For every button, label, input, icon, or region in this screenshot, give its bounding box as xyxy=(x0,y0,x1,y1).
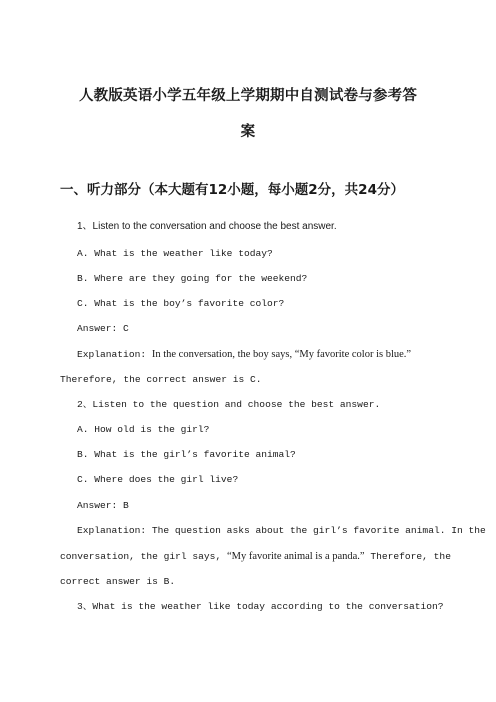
document-title-line-1: 人教版英语小学五年级上学期期中自测试卷与参考答 xyxy=(78,88,418,104)
question-1-explanation-line-2: Therefore, the correct answer is C. xyxy=(60,374,262,385)
question-2-option-c: C. Where does the girl live? xyxy=(77,474,239,485)
question-2-explanation-line-1: Explanation: The question asks about the girl’s favorite animal. In the xyxy=(77,525,486,536)
section-heading-listening: 一、听力部分（本大题有12小题，每小题2分，共24分） xyxy=(60,182,404,198)
question-1-option-a: A. What is the weather like today? xyxy=(77,248,273,259)
question-1-option-c: C. What is the boy’s favorite color? xyxy=(77,298,285,309)
explanation-quote: “My favorite animal is a panda.” xyxy=(226,551,365,562)
explanation-text: In the conversation, the boy says, “My favorite color is blue.” xyxy=(151,349,412,360)
question-2-prompt: 2、Listen to the question and choose the best answer. xyxy=(77,399,381,410)
question-2-option-a: A. How old is the girl? xyxy=(77,424,210,435)
question-1-explanation-line-1 xyxy=(77,349,411,361)
question-2-explanation-line-2 xyxy=(60,551,451,563)
question-1-answer: Answer: C xyxy=(77,323,129,334)
question-1-option-b: B. Where are they going for the weekend? xyxy=(77,273,308,284)
document-title-line-2: 案 xyxy=(240,124,256,140)
question-3-prompt: 3、What is the weather like today according to the conversation? xyxy=(77,601,444,612)
explanation-label: Explanation: xyxy=(77,349,152,360)
question-1-prompt: 1、Listen to the conversation and choose the best answer. xyxy=(77,221,337,232)
explanation-text-a: conversation, the girl says, xyxy=(60,551,227,562)
question-2-answer: Answer: B xyxy=(77,500,129,511)
question-2-option-b: B. What is the girl’s favorite animal? xyxy=(77,449,296,460)
explanation-text-c: Therefore, the xyxy=(364,551,451,562)
question-2-explanation-line-3: correct answer is B. xyxy=(60,576,176,587)
